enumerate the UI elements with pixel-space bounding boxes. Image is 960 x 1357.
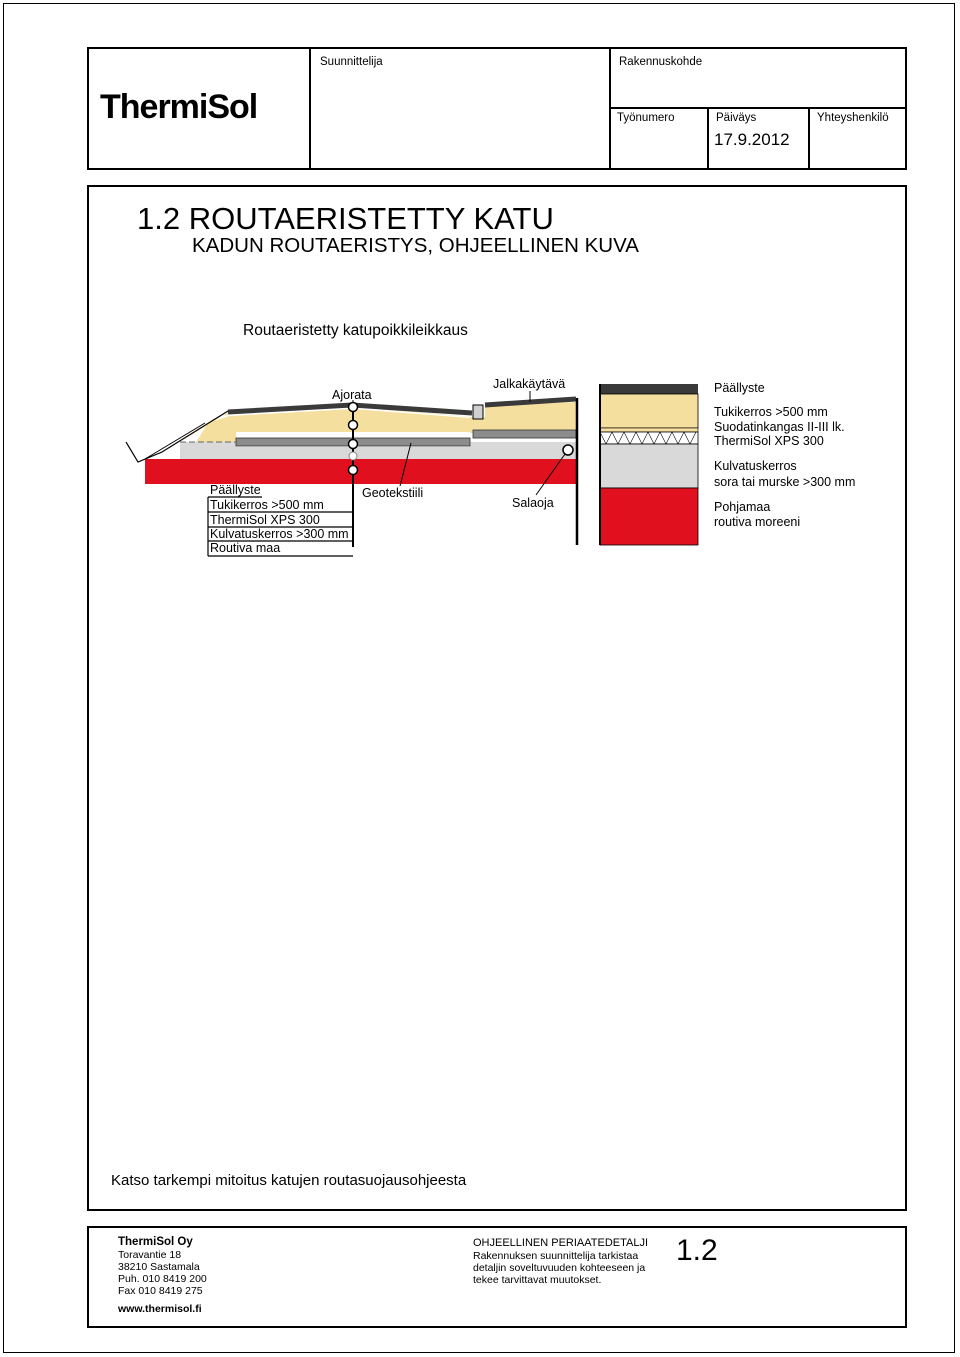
drain-label: Salaoja	[512, 496, 554, 510]
legend-left-item: Routiva maa	[210, 541, 281, 555]
date-label: Päiväys	[716, 112, 757, 124]
curb	[473, 405, 483, 419]
carriageway-label: Ajorata	[332, 388, 372, 402]
detail-note-line: tekee tarvittavat muutokset.	[473, 1274, 602, 1286]
marker-circle	[349, 440, 358, 449]
legend-right-insulation: ThermiSol XPS 300	[714, 434, 824, 448]
geotextile-label: Geotekstiili	[362, 486, 424, 500]
marker-circle	[349, 403, 358, 412]
detail-subbase	[600, 444, 698, 488]
page-subtitle: KADUN ROUTAERISTYS, OHJEELLINEN KUVA	[192, 234, 639, 257]
designer-label: Suunnittelija	[320, 56, 383, 68]
legend-right-subbase: Kulvatuskerros	[714, 459, 797, 473]
marker-circle	[349, 421, 358, 430]
detail-note-title: OHJEELLINEN PERIAATEDETALJI	[473, 1237, 649, 1249]
contact-label: Yhteyshenkilö	[817, 112, 889, 124]
thermisol-logo: ThermiSol	[100, 88, 258, 126]
project-label: Rakennuskohde	[619, 56, 703, 68]
drain-pipe	[563, 445, 573, 455]
legend-right-subbase-detail: sora tai murske >300 mm	[714, 475, 856, 489]
company-website[interactable]: www.thermisol.fi	[118, 1303, 202, 1315]
page-title: 1.2 ROUTAERISTETTY KATU	[137, 201, 554, 236]
insulation-board	[473, 430, 576, 438]
marker-circle	[349, 452, 357, 460]
subgrade-layer	[145, 459, 576, 484]
legend-right-filter: Suodatinkangas II-III lk.	[714, 420, 845, 434]
detail-surface	[600, 384, 698, 394]
detail-filter-fabric	[600, 428, 698, 432]
section-title: Routaeristetty katupoikkileikkaus	[243, 322, 468, 339]
company-postcode: 38210 Sastamala	[118, 1261, 200, 1273]
legend-left-item: Päällyste	[210, 483, 261, 497]
detail-note-line: detaljin soveltuvuuden kohteeseen ja	[473, 1262, 646, 1274]
company-fax: Fax 010 8419 275	[118, 1285, 203, 1297]
job-number-label: Työnumero	[617, 112, 675, 124]
legend-left-item: ThermiSol XPS 300	[210, 513, 320, 527]
detail-subgrade	[600, 488, 698, 545]
legend-right-subgrade-detail: routiva moreeni	[714, 515, 801, 529]
legend-right-subgrade: Pohjamaa	[714, 500, 771, 514]
sidewalk-label: Jalkakäytävä	[493, 377, 566, 391]
legend-left-item: Kulvatuskerros >300 mm	[210, 527, 349, 541]
legend-right-base: Tukikerros >500 mm	[714, 405, 828, 419]
legend-left-item: Tukikerros >500 mm	[210, 498, 324, 512]
legend-right-surface: Päällyste	[714, 381, 765, 395]
detail-code: 1.2	[676, 1234, 718, 1267]
company-address: Toravantie 18	[118, 1249, 182, 1261]
detail-base	[600, 394, 698, 428]
company-name: ThermiSol Oy	[118, 1236, 193, 1248]
marker-circle	[349, 466, 358, 475]
footer-note: Katso tarkempi mitoitus katujen routasuojausohjeesta	[111, 1172, 467, 1189]
detail-note-line: Rakennuksen suunnittelija tarkistaa	[473, 1250, 639, 1262]
date-value: 17.9.2012	[714, 130, 790, 149]
company-phone: Puh. 010 8419 200	[118, 1273, 207, 1285]
